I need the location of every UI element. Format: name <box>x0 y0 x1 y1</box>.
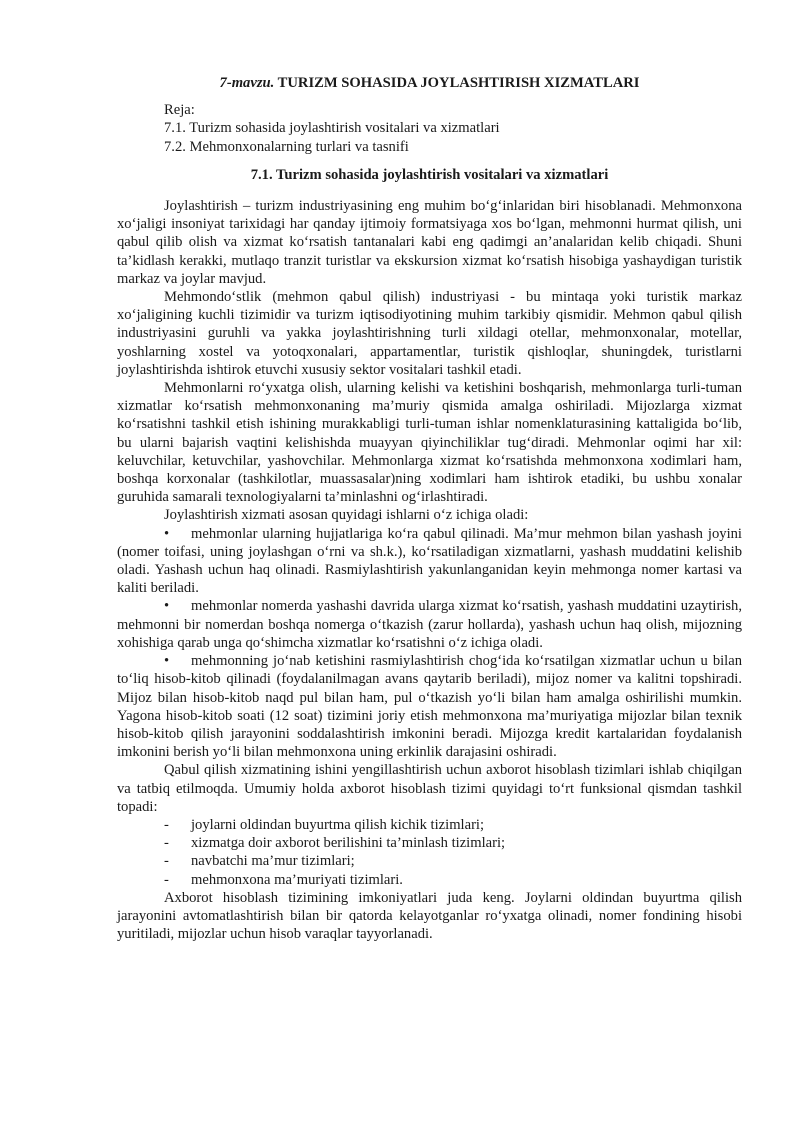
paragraph: Qabul qilish xizmatining ishini yengillashtirish uchun axborot hisoblash tizimlari ishlab chiqilgan va tatbiq etilmoqda. Umumiy holda axborot hisoblash tizimi quyidagi to‘rt funksional qismdan tashkil topadi: <box>117 762 742 815</box>
dash-marker: - <box>164 853 169 870</box>
dash-marker: - <box>164 835 169 852</box>
dash-item <box>117 871 742 889</box>
paragraph: Axborot hisoblash tizimining imkoniyatlari juda keng. Joylarni oldindan buyurtma qilish jarayonini avtomatlashtirish bilan bir qatorda kelayotganlar ro‘yxatga olinadi, nomer fondining hisobi yuritiladi, mijozlar uchun hisob varaqlar tayyorlanadi. <box>117 889 742 943</box>
plan-item: 7.1. Turizm sohasida joylashtirish vositalari va xizmatlari <box>164 120 500 137</box>
bullet-text: mehmonlar ularning hujjatlariga ko‘ra qabul qilinadi. Ma’mur mehmon bilan yashash joyini (nomer toifasi, uning joylashgan o‘rni va sh.k.), ko‘rsatiladigan xizmatlarni, yashash muddatini kelishib oladi. Yashash uchun haq olinadi. Rasmiylashtirish yakunlanganidan keyin mehmonga nomer kartasi va kaliti beriladi. <box>117 525 742 597</box>
bullet-item <box>117 597 742 652</box>
paragraph: Mehmondo‘stlik (mehmon qabul qilish) industriyasi - bu mintaqa yoki turistik markaz xo‘jaligining kuchli tizimidir va turizm iqtisodiyotining muhim tarkibiy qismidir. Mehmon qabul qilish industriyasini guruhli va yakka joylashtirishning turli xildagi otellar, mehmonxonalar, motellar, yoshlarning xostel va yotoqxonalari, appartamentlar, turistik qishloqlar, shuningdek, turistlarni joylashtirishda ishtirok etuvchi xususiy sektor vositalari tashkil etadi. <box>117 289 742 378</box>
bullet-marker: • <box>164 525 170 542</box>
paragraph: Joylashtirish – turizm industriyasining eng muhim bo‘g‘inlaridan biri hisoblanadi. Mehmonxona xo‘jaligi insoniyat tarixidagi har qanday ijtimoiy formatsiyaga xos bo‘lgan, mehmonni hurmat qilish, uni qabul qilib olish va xizmat ko‘rsatish tantanalari kabi eng qadimgi an’analaridan kelib chiqadi. Shuni ta’kidlash kerakki, mutlaqo tranzit turistlar va ekskursion xizmat ko‘rsatish hisobiga yashaydigan turistik markaz va joylar mavjud. <box>117 198 742 287</box>
section-heading: 7.1. Turizm sohasida joylashtirish vositalari va xizmatlari <box>250 166 609 183</box>
dash-marker: - <box>164 816 169 833</box>
dash-item <box>117 852 742 870</box>
text-column <box>117 74 742 943</box>
plan-label: Reja: <box>164 102 195 119</box>
bullet-item <box>117 652 742 761</box>
plan-item: 7.2. Mehmonxonalarning turlari va tasnifi <box>164 138 409 155</box>
bullet-text: mehmonning jo‘nab ketishini rasmiylashtirish chog‘ida ko‘rsatilgan xizmatlar uchun u bilan to‘liq hisob-kitob qilinadi (foydalanilmagan avans qaytarib beriladi), mijoz nomer va kalitni topshiradi. Mijoz bilan hisob-kitob naqd pul bilan ham, pul o‘tkazish yo‘li bilan ham amalga oshirilishi mumkin. Yagona hisob-kitob soati (12 soat) tizimini joriy etish mehmonxona ma’muriyatiga mijozlar bilan texnik hisob-kitob qilish jarayonini soddalashtirish imkonini beradi. Mijozga kredit kartalaridan foydalanish imkonini berish yo‘li bilan mehmonxona uning erkinlik darajasini oshiradi. <box>117 653 742 761</box>
dash-marker: - <box>164 871 169 888</box>
paragraph: Joylashtirish xizmati asosan quyidagi ishlarni o‘z ichiga oladi: <box>164 507 529 524</box>
bullet-marker: • <box>164 653 170 670</box>
dash-text: joylarni oldindan buyurtma qilish kichik tizimlari; <box>191 816 485 833</box>
paragraph: Mehmonlarni ro‘yxatga olish, ularning kelishi va ketishini boshqarish, mehmonlarga turli-tuman xizmatlar ko‘rsatish mehmonxonaning ma’muriy qismida amalga oshiriladi. Mijozlarga xizmat ko‘rsatishni tashkil etish ishining murakkabligi turli-tuman ishlar nomenklaturasining kattaligida bo‘lib, bu ularni bajarish vaqtini kelishishda muayyan qiyinchiliklar tug‘diradi. Mehmonlar oqimi har xil: keluvchilar, ketuvchilar, yashovchilar. Mehmonlarga xizmat ko‘rsatishda mehmonxona xodimlari ham, boshqa korxonalar (tashkilotlar, muassasalar)ning xodimlari ham ishtirok etadiki, bu ushbu xonalar guruhida samarali texnologiyalarni ta’minlashni og‘irlashtiradi. <box>117 380 742 506</box>
dash-text: xizmatga doir axborot berilishini ta’minlash tizimlari; <box>191 835 506 852</box>
dash-item <box>117 816 742 834</box>
plan-list <box>117 101 742 156</box>
dash-text: mehmonxona ma’muriyati tizimlari. <box>191 871 403 888</box>
dash-text: navbatchi ma’mur tizimlari; <box>191 853 355 870</box>
topic-title: TURIZM SOHASIDA JOYLASHTIRISH XIZMATLARI <box>277 75 640 91</box>
topic-number: 7-mavzu. <box>219 75 275 91</box>
bullet-text: mehmonlar nomerda yashashi davrida ularga xizmat ko‘rsatish, yashash muddatini uzaytirish, mehmonni bir nomerdan boshqa nomerga o‘tkazish (zarur hollarda), yashash uchun haq olish, mijozning xohishiga qarab unga qo‘shimcha xizmatlar ko‘rsatishni o‘z ichiga oladi. <box>117 598 742 651</box>
bullet-item <box>117 525 742 598</box>
dash-item <box>117 834 742 852</box>
bullet-marker: • <box>164 598 170 615</box>
page-title <box>117 74 742 92</box>
